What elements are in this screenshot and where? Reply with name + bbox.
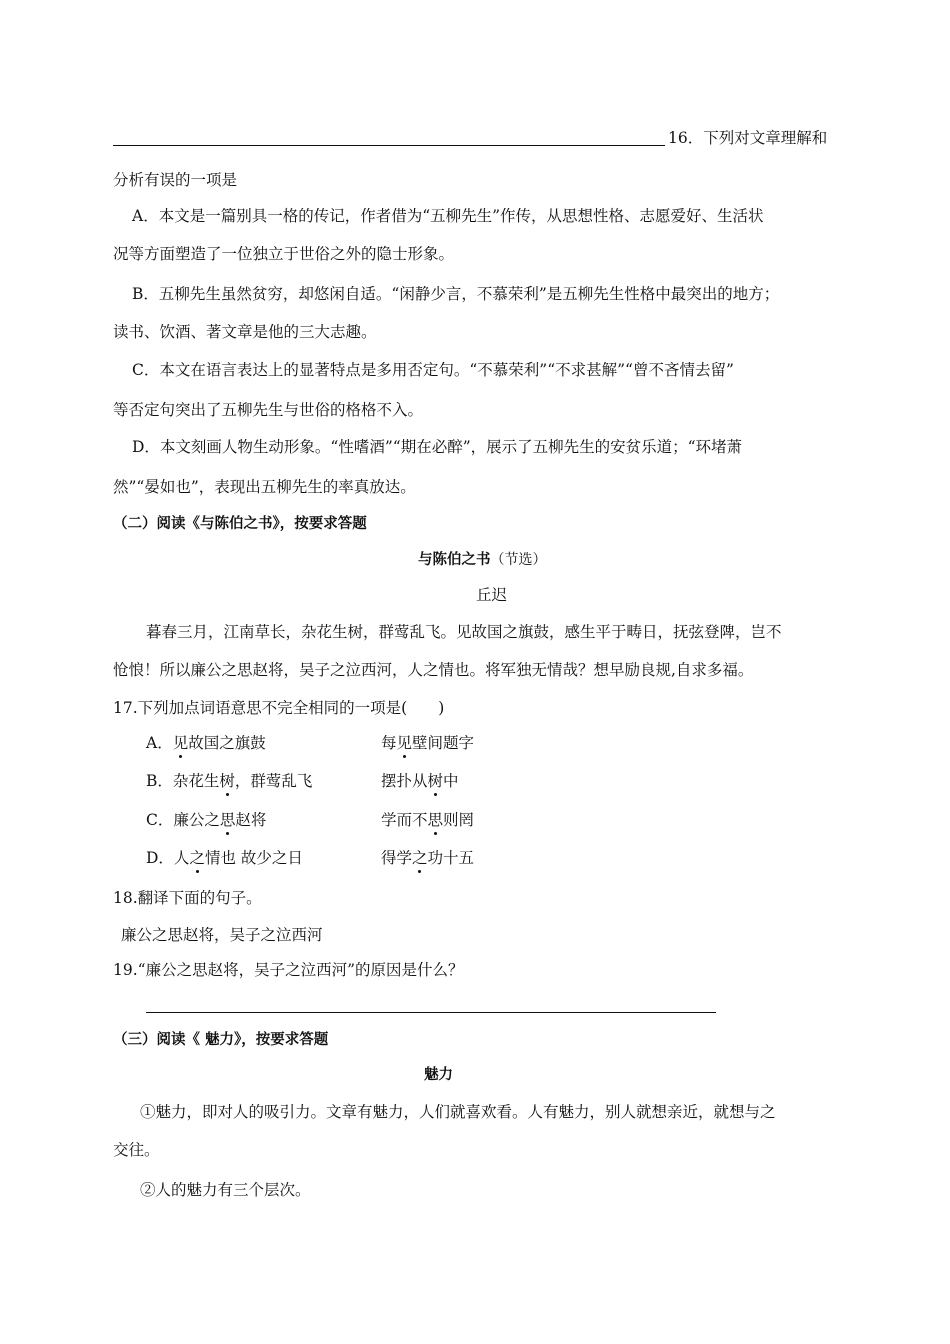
q16-stem-line2: 分析有误的一项是 bbox=[113, 171, 238, 189]
passage-title-note: （节选） bbox=[490, 552, 547, 568]
option-text: 情也 故少之日 bbox=[204, 849, 303, 867]
q16-option-c-line2: 等否定句突出了五柳先生与世俗的格格不入。 bbox=[113, 401, 424, 419]
option-text: C．廉公之 bbox=[146, 811, 220, 829]
option-text: 故国之旗鼓 bbox=[188, 734, 266, 752]
q16-option-b-line2: 读书、饮酒、著文章是他的三大志趣。 bbox=[113, 323, 377, 341]
option-text: 功十五 bbox=[427, 849, 475, 867]
option-text: 学而不 bbox=[381, 811, 428, 829]
answer-blank-line bbox=[113, 145, 665, 146]
dotted-word: 思 bbox=[219, 811, 236, 829]
dotted-word: 思 bbox=[427, 811, 444, 829]
option-text: 赵将 bbox=[235, 811, 267, 829]
passage-para-line2: 怆悢！所以廉公之思赵将，吴子之泣西河，人之情也。将军独无情哉？想早励良规,自求多福。 bbox=[113, 661, 754, 679]
section2-heading: （二）阅读《与陈伯之书》，按要求答题 bbox=[113, 516, 367, 532]
passage-para-line1: 暮春三月，江南草长，杂花生树，群莺乱飞。见故国之旗鼓，感生平于畴日，抚弦登陴，岂不 bbox=[146, 623, 782, 641]
essay-para1-line1: ①魅力，即对人的吸引力。文章有魅力，人们就喜欢看。人有魅力，别人就想亲近，就想与之 bbox=[140, 1103, 776, 1121]
essay-title: 魅力 bbox=[424, 1067, 453, 1083]
q18-stem: 18.翻译下面的句子。 bbox=[113, 889, 262, 907]
q19-stem: 19.“廉公之思赵将，吴子之泣西河”的原因是什么？ bbox=[113, 961, 464, 979]
q17-option-b-right bbox=[381, 771, 459, 791]
option-text: B．杂花生 bbox=[146, 772, 220, 790]
option-text: D．人 bbox=[146, 849, 190, 867]
q16-option-a-line1: A．本文是一篇别具一格的传记，作者借为“五柳先生”作传，从思想性格、志愿爱好、生活状 bbox=[132, 207, 764, 225]
option-text: 每 bbox=[381, 734, 397, 752]
option-text: 摆扑从 bbox=[381, 772, 428, 790]
option-text: 中 bbox=[443, 772, 459, 790]
q17-stem: 17.下列加点词语意思不完全相同的一项是( ) bbox=[113, 699, 445, 717]
answer-blank-line bbox=[146, 1012, 716, 1013]
q17-option-c-left bbox=[146, 810, 266, 830]
passage-title-text: 与陈伯之书 bbox=[418, 552, 491, 568]
dotted-word: 见 bbox=[172, 734, 189, 752]
q16-option-d-line1: D．本文刻画人物生动形象。“性嗜酒”“期在必醉”，展示了五柳先生的安贫乐道；“环堵萧 bbox=[132, 438, 743, 456]
option-text: ，群莺乱飞 bbox=[234, 772, 313, 790]
q16-option-b-line1: B．五柳先生虽然贫穷，却悠闲自适。“闲静少言，不慕荣利”是五柳先生性格中最突出的地方； bbox=[132, 285, 780, 303]
q17-option-d-left bbox=[146, 848, 303, 868]
option-text: A． bbox=[146, 734, 173, 752]
dotted-word: 树 bbox=[219, 772, 235, 790]
dotted-word: 树 bbox=[427, 772, 444, 790]
option-text: 得学 bbox=[381, 849, 413, 867]
essay-para2: ②人的魅力有三个层次。 bbox=[140, 1181, 311, 1199]
q16-stem-tail: 16．下列对文章理解和 bbox=[668, 129, 828, 147]
q16-option-d-line2: 然”“晏如也”，表现出五柳先生的率真放达。 bbox=[113, 478, 416, 496]
q16-option-c-line1: C．本文在语言表达上的显著特点是多用否定句。“不慕荣利”“不求甚解”“曾不吝情去留” bbox=[132, 361, 734, 379]
essay-para1-line2: 交往。 bbox=[113, 1141, 160, 1159]
option-text: 则罔 bbox=[443, 811, 475, 829]
q18-sentence: 廉公之思赵将，吴子之泣西河 bbox=[121, 926, 323, 944]
q17-option-a-right bbox=[381, 733, 474, 753]
dotted-word: 之 bbox=[189, 849, 205, 867]
q17-option-b-left bbox=[146, 771, 312, 791]
q16-option-a-line2: 况等方面塑造了一位独立于世俗之外的隐士形象。 bbox=[113, 245, 455, 263]
q17-option-d-right bbox=[381, 848, 474, 868]
passage-author: 丘迟 bbox=[476, 586, 508, 604]
dotted-word: 之 bbox=[412, 849, 428, 867]
dotted-word: 见 bbox=[396, 734, 413, 752]
section3-heading: （三）阅读《 魅力》，按要求答题 bbox=[113, 1032, 329, 1048]
option-text: 壁间题字 bbox=[412, 734, 475, 752]
q17-option-c-right bbox=[381, 810, 474, 830]
passage-title bbox=[418, 549, 547, 570]
q17-option-a-left bbox=[146, 733, 266, 753]
